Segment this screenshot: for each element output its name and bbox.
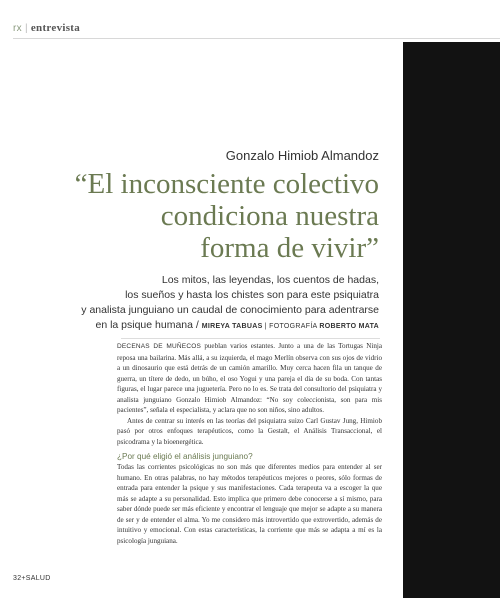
lead-paragraph xyxy=(0,273,379,334)
magazine-name: +SALUD xyxy=(21,575,51,582)
article-body xyxy=(117,341,382,546)
page-footer xyxy=(13,575,51,582)
headline-quote xyxy=(0,168,379,264)
lead-line-4-text: en la psique humana / xyxy=(95,319,199,331)
question-1: ¿Por qué eligió el análisis junguiano? xyxy=(117,452,253,461)
header-rx: rx xyxy=(13,23,22,34)
answer-1: Todas las corrientes psicológicas no son más que diferentes medios para entender al ser humano. En otras palabras, no hay métodos terapéuticos mejores o peores, sólo formas de entrada para entender la psique y sus manifestaciones. Cada terapeuta va a escoger la que más se adapte a su personalidad. Esto implica que primero debe conocerse a sí mismo, para saber dónde puede ser más eficiente y encontrar el lenguaje que mejor se adapte a su manera de ser y de entender el alma. Yo me considero más introvertido que extrovertido, además de intuitivo y emocional. Con estas características, la corriente que más se adapta a mí es la psicología junguiana. xyxy=(117,463,382,545)
header-divider xyxy=(13,38,500,39)
quote-line-1: “El inconsciente colectivo xyxy=(74,168,379,200)
paragraph-2: Antes de centrar su interés en las teorías del psiquiatra suizo Carl Gustav Jung, Himiob pasó por otros enfoques terapéuticos, como la Gestalt, el Análisis Transaccional, el psicodrama y la bioenergética. xyxy=(117,416,382,446)
lead-line-2: los sueños y hasta los chistes son para este psiquiatra xyxy=(125,289,379,301)
quote-line-3: forma de vivir” xyxy=(200,232,379,264)
body-divider xyxy=(121,338,380,339)
quote-line-2: condiciona nuestra xyxy=(160,200,379,232)
photo-credit: ROBERTO MATA xyxy=(319,323,379,330)
interviewee-name: Gonzalo Himiob Almandoz xyxy=(225,148,379,163)
paragraph-1 xyxy=(117,341,382,416)
author-credit: MIREYA TABUAS xyxy=(201,323,263,330)
page-number: 32 xyxy=(13,575,22,582)
portrait-photo xyxy=(403,42,500,598)
lead-line-1: Los mitos, las leyendas, los cuentos de hadas, xyxy=(161,274,379,286)
lead-line-3: y analista junguiano un caudal de conocimiento para adentrarse xyxy=(81,304,379,316)
section-header xyxy=(13,22,80,34)
credit-separator: | FOTOGRAFÍA xyxy=(262,323,320,330)
lead-line-4 xyxy=(0,318,379,334)
credits xyxy=(202,323,379,330)
header-section: entrevista xyxy=(30,22,81,34)
header-separator: | xyxy=(24,23,28,34)
paragraph-1-lead: DECENAS DE MUÑECOS xyxy=(117,343,201,350)
paragraph-1-text: pueblan varios estantes. Junto a una de las Tortugas Ninja reposa una bailarina. Más allá, a su izquierda, el mago Merlín observa con sus ojos de vidrio a un dinosaurio que está detrás de un camión amarillo. Muy cerca hacen fila un tanque de guerra, un títere de dedo, un búho, el oso Yogui y una pareja el día de su boda. Con tantas figuras, el lugar parece una juguetería. Pero no lo es. Se trata del consultorio del psiquiatra y analista junguiano Gonzalo Himiob Almandoz: “No soy coleccionista, son para mis pacientes”, señala el especialista, y aclara que no son niños, sino adultos. xyxy=(117,342,382,414)
